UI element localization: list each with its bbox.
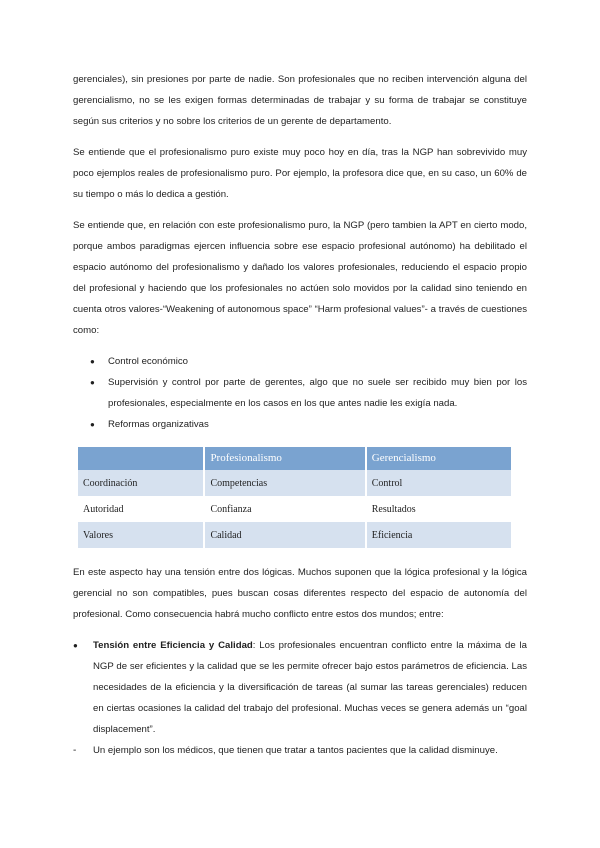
- list-item: [73, 740, 527, 761]
- list-item-heading: Tensión entre Eficiencia y Calidad: [93, 640, 253, 651]
- table-cell: Calidad: [204, 522, 365, 548]
- table-cell: Control: [366, 470, 511, 496]
- table-cell: Autoridad: [78, 496, 204, 522]
- bullet-item: [73, 372, 527, 414]
- bullet-icon: ●: [90, 378, 95, 387]
- bullet-text: Supervisión y control por parte de gerentes, algo que no suele ser recibido muy bien por los profesionales, especialmente en los casos en los que antes nadie les exigía nada.: [108, 377, 527, 409]
- table-header-cell: Profesionalismo: [204, 447, 365, 470]
- paragraph-1: gerenciales), sin presiones por parte de nadie. Son profesionales que no reciben intervención alguna del gerencialismo, no se les exigen formas determinadas de trabajar y su forma de trabajar se constituye según sus criterios y no sobre los criterios de un gerente de departamento.: [73, 74, 527, 127]
- paragraph-2: Se entiende que el profesionalismo puro existe muy poco hoy en día, tras la NGP han sobrevivido muy poco ejemplos reales de profesionalismo puro. Por ejemplo, la profesora dice que, en su caso, un 60% de su tiempo o más lo dedica a gestión.: [73, 147, 527, 200]
- list-item-text: : Los profesionales encuentran conflicto entre la máxima de la NGP de ser eficientes y la calidad que se les permite ofrecer bajo estos parámetros de eficiencia. Las necesidades de la eficiencia y la diversificación de tareas (al sumar las tareas gerenciales) reducen en ciertas ocasiones la calidad del trabajo del profesional. Muchas veces se genera además un “goal displacement”.: [93, 640, 527, 735]
- table-cell: Confianza: [204, 496, 365, 522]
- page-content: [73, 69, 527, 761]
- table-cell: Resultados: [366, 496, 511, 522]
- table-cell: Eficiencia: [366, 522, 511, 548]
- conflict-list: [73, 635, 527, 761]
- table-cell: Coordinación: [78, 470, 204, 496]
- bullet-text: Reformas organizativas: [108, 419, 209, 430]
- table-row: [78, 470, 511, 496]
- table-header-cell: [78, 447, 204, 470]
- bullet-icon: ●: [90, 420, 95, 429]
- table-header-row: [78, 447, 511, 470]
- bullet-icon: ●: [90, 357, 95, 366]
- comparison-table: [78, 447, 511, 548]
- table-row: [78, 522, 511, 548]
- bullet-icon: ●: [73, 641, 78, 650]
- bullet-item: [73, 414, 527, 435]
- table-row: [78, 496, 511, 522]
- table-header-cell: Gerencialismo: [366, 447, 511, 470]
- table-cell: Competencias: [204, 470, 365, 496]
- paragraph-4: En este aspecto hay una tensión entre dos lógicas. Muchos suponen que la lógica profesional y la lógica gerencial no son compatibles, pues buscan cosas diferentes respecto del espacio de autonomía del profesional. Como consecuencia habrá mucho conflicto entre estos dos mundos; entre:: [73, 567, 527, 620]
- paragraph-3: Se entiende que, en relación con este profesionalismo puro, la NGP (pero tambien la APT en cierto modo, porque ambos paradigmas ejercen influencia sobre ese espacio profesional autónomo) ha debilitado el espacio autónomo del profesionalismo y dañado los valores profesionales, reduciendo el espacio propio del profesional y haciendo que los profesionales no actúen solo movidos por la calidad sino teniendo en cuenta otros valores-“Weakening of autonomous space” “Harm profesional values”- a través de cuestiones como:: [73, 220, 527, 336]
- bullet-list: [73, 351, 527, 435]
- table-cell: Valores: [78, 522, 204, 548]
- bullet-text: Control económico: [108, 356, 188, 367]
- list-item: [73, 635, 527, 740]
- bullet-item: [73, 351, 527, 372]
- dash-icon: -: [73, 745, 77, 756]
- list-item-text: Un ejemplo son los médicos, que tienen que tratar a tantos pacientes que la calidad disminuye.: [93, 745, 498, 756]
